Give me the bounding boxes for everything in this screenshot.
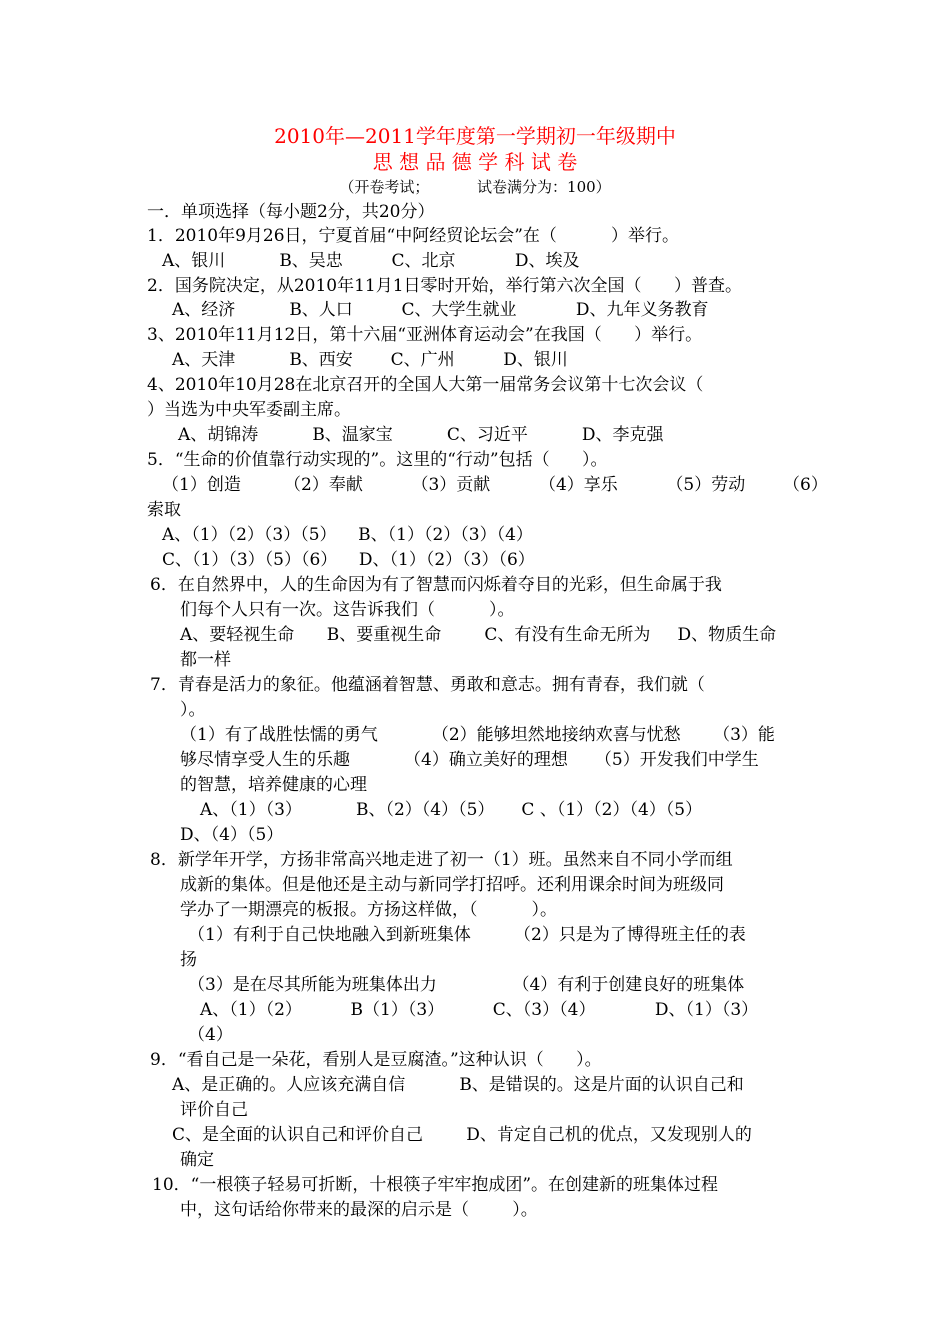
question-2-options: A、经济 B、人口 C、大学生就业 D、九年义务教育 bbox=[172, 300, 709, 320]
exam-title-line1: 2010年—2011学年度第一学期初一年级期中 bbox=[274, 124, 676, 148]
question-4-continued: ）当选为中央军委副主席。 bbox=[147, 400, 351, 420]
question-8-options-continued: （4） bbox=[188, 1025, 233, 1045]
question-9-options-ab: A、是正确的。人应该充满自信 B、是错误的。这是片面的认识自己和 bbox=[172, 1075, 744, 1095]
question-3-options: A、天津 B、西安 C、广州 D、银川 bbox=[172, 350, 568, 370]
question-10-continued: 中，这句话给你带来的最深的启示是（ ）。 bbox=[180, 1200, 538, 1220]
question-8-options: A、（1）（2） B（1）（3） C、（3）（4） D、（1）（3） bbox=[200, 1000, 759, 1020]
question-8-continued-2: 学办了一期漂亮的板报。方扬这样做，（ ）。 bbox=[180, 900, 558, 920]
question-7-items: （1）有了战胜怯懦的勇气 （2）能够坦然地接纳欢喜与忧愁 （3）能 bbox=[180, 725, 775, 745]
question-9-options-ab-continued: 评价自己 bbox=[180, 1100, 248, 1120]
question-8-items: （1）有利于自己快地融入到新班集体 （2）只是为了博得班主任的表 bbox=[188, 925, 746, 945]
question-3: 3、2010年11月12日，第十六届“亚洲体育运动会”在我国（ ）举行。 bbox=[147, 325, 703, 345]
question-7-options: A、（1）（3） B、（2）（4）（5） C 、（1）（2）（4）（5） bbox=[200, 800, 703, 820]
question-5-options-ab: A、（1）（2）（3）（5） B、（1）（2）（3）（4） bbox=[162, 525, 533, 545]
question-1: 1．2010年9月26日，宁夏首届“中阿经贸论坛会”在（ ）举行。 bbox=[147, 226, 679, 246]
question-5: 5．“生命的价值靠行动实现的”。这里的“行动”包括（ ）。 bbox=[147, 450, 608, 470]
question-8-items-3: （3）是在尽其所能为班集体出力 （4）有利于创建良好的班集体 bbox=[188, 975, 745, 995]
question-7-items-3: 的智慧，培养健康的心理 bbox=[180, 775, 367, 795]
question-9: 9．“看自己是一朵花，看别人是豆腐渣。”这种认识（ ）。 bbox=[150, 1050, 602, 1070]
question-2: 2．国务院决定，从2010年11月1日零时开始，举行第六次全国（ ）普查。 bbox=[147, 276, 742, 296]
question-6-options: A、要轻视生命 B、要重视生命 C、有没有生命无所为 D、物质生命 bbox=[180, 625, 777, 645]
question-4: 4、2010年10月28在北京召开的全国人大第一届常务会议第十七次会议（ bbox=[147, 375, 704, 395]
question-1-options: A、银川 B、吴忠 C、北京 D、埃及 bbox=[162, 251, 580, 271]
question-7: 7．青春是活力的象征。他蕴涵着智慧、勇敢和意志。拥有青春，我们就（ bbox=[150, 675, 705, 695]
question-6-continued: 们每个人只有一次。这告诉我们（ ）。 bbox=[180, 600, 515, 620]
exam-title-line2: 思 想 品 德 学 科 试 卷 bbox=[372, 150, 578, 174]
question-9-options-cd-continued: 确定 bbox=[180, 1150, 214, 1170]
section-heading: 一．单项选择（每小题2分，共20分） bbox=[147, 202, 435, 222]
question-7-option-d: D、（4）（5） bbox=[180, 825, 284, 845]
question-7-items-2: 够尽情享受人生的乐趣 （4）确立美好的理想 （5）开发我们中学生 bbox=[180, 750, 759, 770]
question-8: 8．新学年开学，方扬非常高兴地走进了初一（1）班。虽然来自不同小学而组 bbox=[150, 850, 733, 870]
question-9-options-cd: C、是全面的认识自己和评价自己 D、肯定自己机的优点，又发现别人的 bbox=[172, 1125, 752, 1145]
question-5-options-cd: C、（1）（3）（5）（6） D、（1）（2）（3）（6） bbox=[162, 550, 535, 570]
question-4-options: A、胡锦涛 B、温家宝 C、习近平 D、李克强 bbox=[178, 425, 664, 445]
question-10: 10．“一根筷子轻易可折断，十根筷子牢牢抱成团”。在创建新的班集体过程 bbox=[152, 1175, 719, 1195]
question-6-options-continued: 都一样 bbox=[180, 650, 231, 670]
question-6: 6．在自然界中，人的生命因为有了智慧而闪烁着夺目的光彩，但生命属于我 bbox=[150, 575, 722, 595]
question-5-items-continued: 索取 bbox=[147, 500, 181, 520]
question-8-items-2: 扬 bbox=[180, 950, 197, 970]
question-5-items: （1）创造 （2）奉献 （3）贡献 （4）享乐 （5）劳动 （6） bbox=[162, 475, 828, 495]
exam-subtitle: （开卷考试； 试卷满分为：100） bbox=[339, 178, 611, 196]
question-8-continued: 成新的集体。但是他还是主动与新同学打招呼。还利用课余时间为班级同 bbox=[180, 875, 724, 895]
question-7-continued: ）。 bbox=[180, 700, 206, 720]
